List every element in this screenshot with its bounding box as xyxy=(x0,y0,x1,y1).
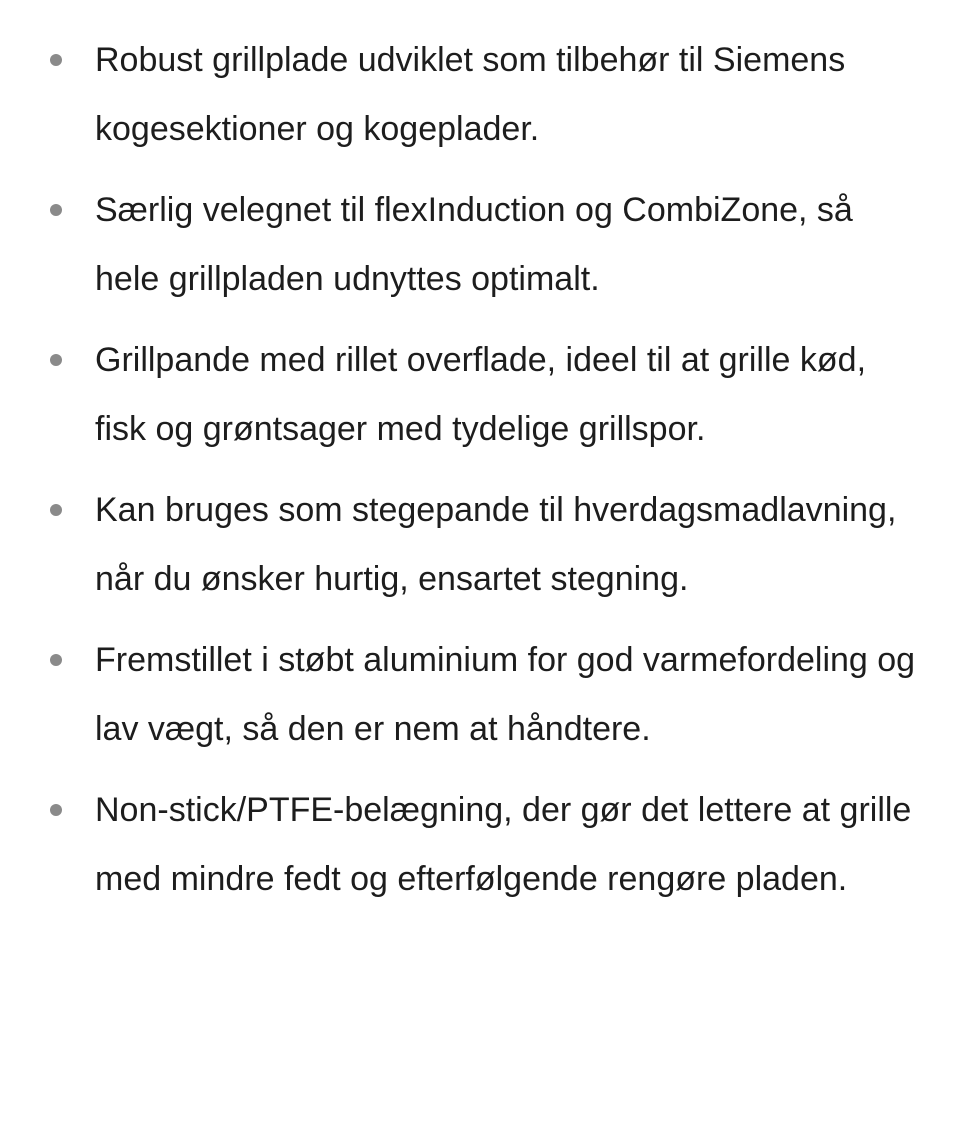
list-item-text: Grillpande med rillet overflade, ideel til at grille kød, fisk og grøntsager med tydelige grillspor. xyxy=(95,341,867,448)
list-item xyxy=(0,626,960,764)
bullet-icon xyxy=(50,54,62,66)
list-item xyxy=(0,176,960,314)
list-item xyxy=(0,326,960,464)
bullet-icon xyxy=(50,654,62,666)
bullet-icon xyxy=(50,354,62,366)
list-item xyxy=(0,776,960,914)
list-item-text: Fremstillet i støbt aluminium for god varmefordeling og lav vægt, så den er nem at håndtere. xyxy=(95,641,916,748)
bullet-icon xyxy=(50,504,62,516)
bullet-icon xyxy=(50,804,62,816)
list-item-text: Kan bruges som stegepande til hverdagsmadlavning, når du ønsker hurtig, ensartet stegning. xyxy=(95,491,897,598)
list-item-text: Non-stick/PTFE-belægning, der gør det lettere at grille med mindre fedt og efterfølgende rengøre pladen. xyxy=(95,791,912,898)
list-item xyxy=(0,476,960,614)
list-item-text: Robust grillplade udviklet som tilbehør til Siemens kogesektioner og kogeplader. xyxy=(95,41,846,148)
list-item xyxy=(0,26,960,164)
list-item-text: Særlig velegnet til flexInduction og CombiZone, så hele grillpladen udnyttes optimalt. xyxy=(95,191,853,298)
bullet-icon xyxy=(50,204,62,216)
